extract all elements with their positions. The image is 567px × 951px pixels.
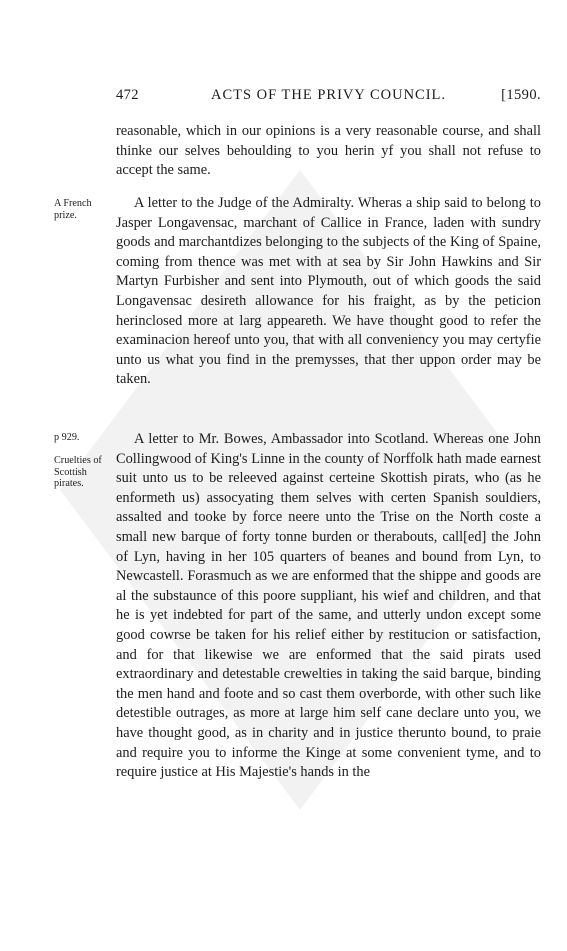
margin-note-scottish-pirates: Cruelties of Scottish pirates.: [54, 455, 102, 489]
paragraph-bowes-letter: A letter to Mr. Bowes, Ambassador into Scotland. Whereas one John Collingwood of King's Linne in the county of Norffolk hath made earnest suit unto us to be releeved against certeine Skottish pirats, who (as he enformeth us) assocyating them selves with certen Spanish souldiers, assalted and tooke by force neere unto the Trise on the North coste a small new barque of forty tonne burden or therabouts, call[ed] the John of Lyn, having in her 105 quarters of beanes and bound from Lyn, to Newcastell. Forasmuch as we are enformed that the shippe and goods are al the substaunce of this poore suppliant, his wief and children, and that he is yet indebted for part of the same, and utterly undon except some good cowrse be taken for his relief either by restitucion or satisfaction, and for that likewise we are enformed that the said pirats used extraordinary and detestable crewelties in taking the said barque, binding the men hand and foote and so cast them overborde, with other such like detestible outrages, as more at large him self cane declare unto you, we have thought good, as in charity and in justice therunto bound, to praie and require you to informe the Kinge at some convenient tyme, and to require justice at His Majestie's hands in the: [116, 431, 541, 781]
margin-note-page-ref: p 929.: [54, 432, 80, 443]
running-header: [116, 87, 541, 111]
header-year: [1590.: [501, 87, 541, 103]
paragraph-admiralty-letter: A letter to the Judge of the Admiralty. Wheras a ship said to belong to Jasper Longavensac, marchant of Callice in France, laden with sundry goods and marchantdizes belonging to the subjects of the King of Spaine, coming from thence was met with at sea by Sir John Hawkins and Sir Martyn Furbisher and sent into Plymouth, out of which goods the said Longavensac desireth allowance for his fraight, as by the peticion herinclosed more at larg appeareth. We have thought good to refer the examinacion hereof unto you, that with all conveniency you may certyfie unto us what you find in the premysses, that ther uppon order may be taken.: [116, 195, 541, 388]
running-title: ACTS OF THE PRIVY COUNCIL.: [210, 87, 447, 103]
page-number: 472: [116, 87, 139, 103]
paragraph-continuation: reasonable, which in our opinions is a very reasonable course, and shall thinke our selves behoulding to you herin yf you shall not refuse to accept the same.: [116, 123, 541, 179]
margin-note-french-prize: A French prize.: [54, 198, 92, 221]
